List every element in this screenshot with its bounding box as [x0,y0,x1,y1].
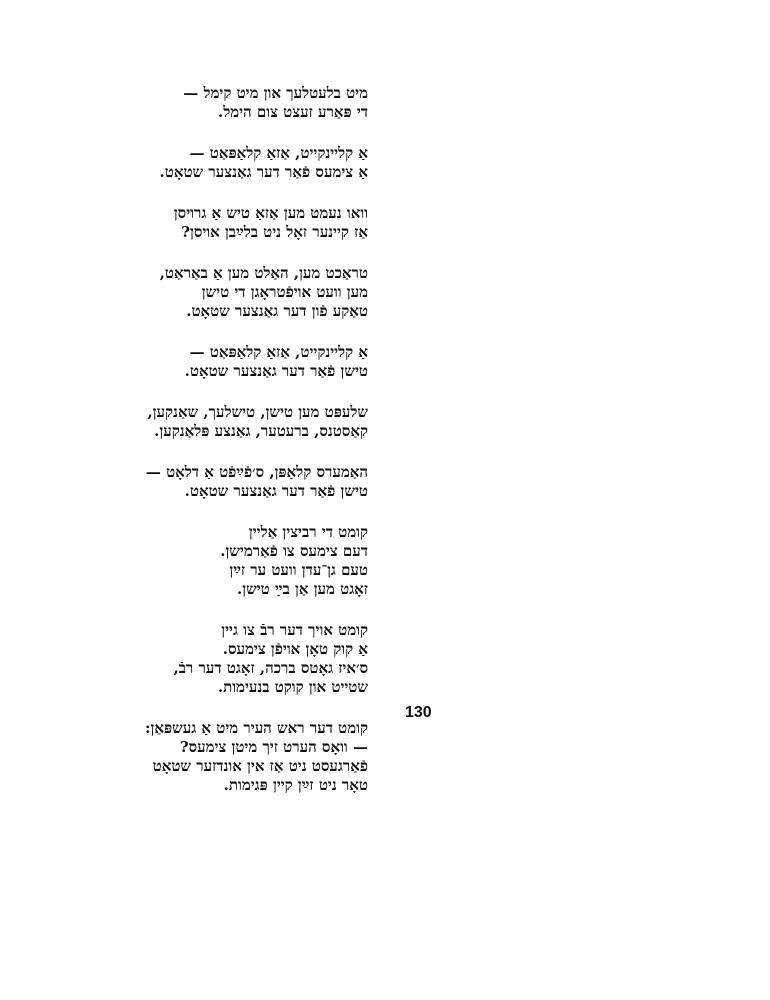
poem-line: טאָר ניט זײַן קיין פּגימות. [223,776,368,794]
poem-line: דעם צימעס צו פֿאַרמישן. [220,542,368,560]
stanza [68,144,368,182]
poem-line: קומט אויך דער רבֿ צו גיין [221,621,368,639]
poem-line: זאָגט מען אַן בײַ טישן. [237,580,368,598]
poem-line: טעם גן־עדן וועט ער זײַן [229,561,368,579]
poem-line: אַ קליינקייט, אַזאַ קלאַפּאַט — [189,343,368,361]
poem-line: שטייט און קוקט בנעימות. [217,678,368,696]
poem-line: — וואָס הערט זיך מיטן צימעס? [179,738,368,756]
poem-line: קומט די רביצין אַליין [248,523,368,541]
poem [68,84,368,817]
poem-line: טישן פֿאַר דער גאַנצער שטאָט. [184,362,368,380]
poem-line: טראַכט מען, האַלט מען אַ באַראַט, [159,264,368,282]
poem-line: די פּאַרע זעצט צום הימל. [217,103,368,121]
poem-line: טישן פֿאַר דער גאַנצער שטאָט. [184,482,368,500]
poem-line: פֿאַרגעסט ניט אַז אין אונדזער שטאָט [152,757,368,775]
poem-line: מיט בלעטלעך און מיט קימל — [183,84,368,102]
poem-line: קאַסטנס, ברעטער, גאַנצע פּלאַנקען. [154,422,368,440]
stanza [68,403,368,441]
stanza [68,523,368,599]
poem-line: וואו נעמט מען אַזאַ טיש אַ גרויסן [173,204,368,222]
poem-line: האַמערס קלאַפּן, ס׳פֿײַפֿט אַ דלאָט — [145,463,368,481]
stanza [68,463,368,501]
poem-line: קומט דער ראש העיר מיט אַ געשפּאַן: [145,719,368,737]
stanza [68,204,368,242]
poem-line: אַ קוק טאָן אויפֿן צימעס. [222,640,368,658]
stanza [68,343,368,381]
poem-line: שלעפּט מען טישן, טישלעך, שאַנקען, [147,403,368,421]
poem-line: אַז קיינער זאָל ניט בלײַבן אויסן? [181,223,368,241]
poem-line: אַ צימעס פֿאַר דער גאַנצער שטאָט. [159,163,368,181]
poem-line: אַ קליינקייט, אַזאַ קלאַפּאַט — [189,144,368,162]
poem-line: ס׳איז גאָטס ברכה, זאָגט דער רבֿ, [173,659,368,677]
stanza [68,84,368,122]
page-number: 130 [405,704,432,721]
poem-line: טאַקע פֿון דער גאַנצער שטאָט. [186,302,368,320]
poem-line: מען וועט אויפֿטראָגן די טישן [201,283,368,301]
stanza [68,719,368,795]
stanza [68,621,368,697]
stanza [68,264,368,321]
